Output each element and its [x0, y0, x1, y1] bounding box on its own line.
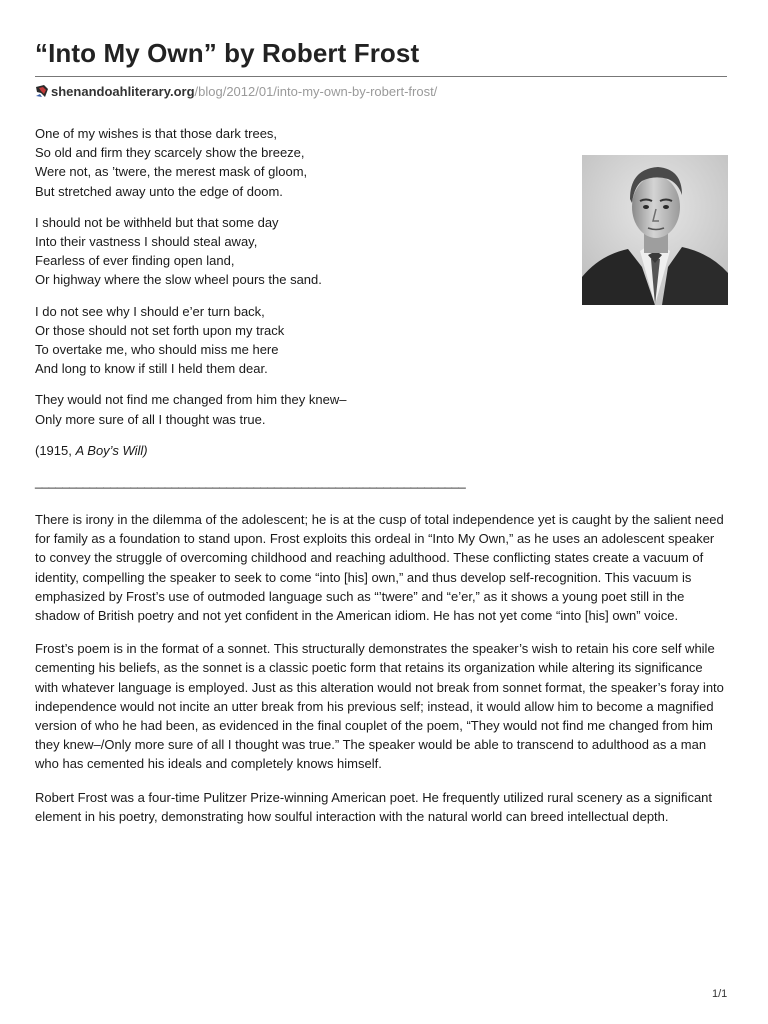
source-host[interactable]: shenandoahliterary.org	[51, 84, 195, 99]
poem-line: Were not, as ’twere, the merest mask of gloom,	[35, 164, 308, 180]
essay	[35, 510, 727, 840]
poem-line: Only more sure of all I thought was true.	[35, 411, 266, 427]
poem-line: And long to know if still I held them dear.	[35, 361, 268, 377]
poem-line: I should not be withheld but that some day	[35, 214, 279, 230]
poem-line: Into their vastness I should steal away,	[35, 234, 258, 250]
poem-line: Fearless of ever finding open land,	[35, 253, 235, 269]
robert-frost-portrait	[582, 155, 728, 305]
title-divider	[35, 76, 727, 77]
poem-line: But stretched away unto the edge of doom.	[35, 183, 283, 199]
poem-citation	[35, 441, 535, 460]
poem-line: I do not see why I should e’er turn back,	[35, 303, 265, 319]
page-title: “Into My Own” by Robert Frost	[35, 38, 420, 68]
poem	[35, 124, 535, 460]
poem-line: They would not find me changed from him they knew–	[35, 392, 347, 408]
poem-line: So old and firm they scarcely show the breeze,	[35, 145, 305, 161]
essay-paragraph: There is irony in the dilemma of the adolescent; he is at the cusp of total independence yet is caught by the salient need for family as a foundation to stand upon. Frost exploits this ordeal in “Into My Own,” as he uses an adolescent speaker to convey the struggle of overcoming childhood and reaching adulthood. These conflicting states create a vacuum of identity, compelling the speaker to seek to come “into [his] own,” and thus develop self-recognition. This vacuum is emphasized by Frost’s use of outmoded language such as “’twere” and “e’er,” as it shows a young poet still in the shadow of British poetry and not yet confident in the American idiom. He has not yet come “into [his] own” voice.	[35, 512, 724, 624]
source-path[interactable]: /blog/2012/01/into-my-own-by-robert-frost/	[194, 84, 438, 99]
poem-line: Or those should not set forth upon my track	[35, 322, 285, 338]
poem-line: One of my wishes is that those dark trees,	[35, 126, 278, 141]
poem-line: To overtake me, who should miss me here	[35, 342, 279, 358]
essay-paragraph: Frost’s poem is in the format of a sonnet. This structurally demonstrates the speaker’s wish to retain his core self while cementing his beliefs, as the sonnet is a classic poetic form that retains its organization while altering its significance with whatever language is employed. Just as this alteration would not break from sonnet format, the speaker’s foray into independence would not incite an utter break from his previous self; instead, it would allow him to become a magnified version of who he had been, as evidenced in the final couplet of the poem, “They would not find me changed from him they knew–/Only more sure of all I thought was true.” The speaker would be able to transcend to adulthood as a man who has cemented his ideals and completely knows himself.	[35, 641, 724, 772]
poem-stanza	[35, 124, 535, 201]
shenandoah-favicon-icon	[35, 84, 49, 98]
citation-year: (1915,	[35, 442, 76, 458]
section-divider: _______________________________________________________________	[35, 474, 466, 489]
source-url[interactable]	[35, 84, 437, 99]
citation-book-title: A Boy’s Will)	[75, 442, 148, 458]
poem-line: Or highway where the slow wheel pours the sand.	[35, 272, 322, 288]
poem-stanza	[35, 302, 535, 379]
poem-stanza	[35, 390, 535, 428]
poem-stanza	[35, 213, 535, 290]
page-number: 1/1	[712, 988, 728, 1000]
essay-paragraph: Robert Frost was a four-time Pulitzer Prize-winning American poet. He frequently utilized rural scenery as a significant element in his poetry, demonstrating how soulful interaction with the natural world can breed intellectual depth.	[35, 789, 713, 824]
